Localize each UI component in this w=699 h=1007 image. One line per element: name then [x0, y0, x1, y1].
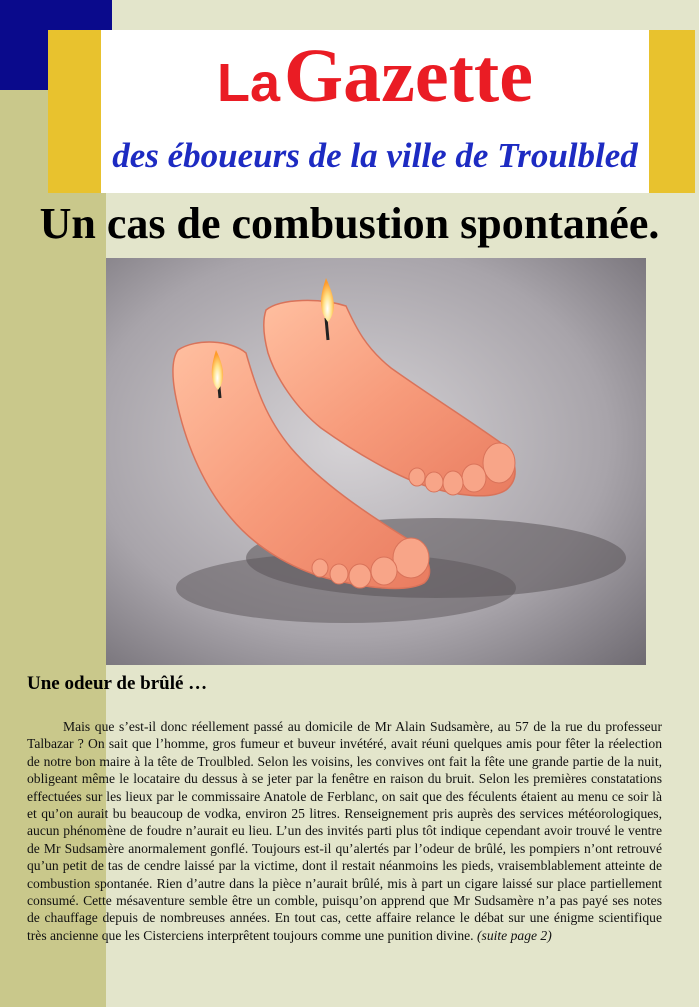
back-foot-toe — [409, 468, 425, 486]
back-foot-toe — [443, 471, 463, 495]
masthead-subtitle: des éboueurs de la ville de Troulbled — [112, 136, 638, 175]
article-body — [27, 718, 662, 944]
masthead — [101, 30, 649, 193]
masthead-title-gazette: Gazette — [284, 34, 533, 118]
front-foot-toe — [371, 557, 397, 585]
front-foot-toe — [312, 559, 328, 577]
back-foot-toe — [462, 464, 486, 492]
masthead-title — [101, 34, 649, 118]
back-foot-toe — [483, 443, 515, 483]
front-foot-toe — [393, 538, 429, 578]
masthead-title-la: La — [217, 53, 281, 113]
front-foot-toe — [330, 564, 348, 584]
continued-note: (suite page 2) — [477, 927, 552, 943]
article-subhead: Une odeur de brûlé … — [27, 673, 208, 694]
back-foot-toe — [425, 472, 443, 492]
article-photo — [106, 258, 646, 665]
article-headline: Un cas de combustion spontanée. — [39, 199, 660, 248]
front-foot-toe — [349, 564, 371, 588]
article-body-text: Mais que s’est-il donc réellement passé au domicile de Mr Alain Sudsamère, au 57 de la rue du professeur Talbazar ? On sait que l’homme, gros fumeur et buveur invétéré, avait réuni quelques amis pour fêter la réelection de notre bon maire à la tête de Troulbled. Selon les voisins, les convives ont fait la fête une grande partie de la nuit, obligeant même le locataire du dessus à se jeter par la fenêtre en raison du bruit. Selon les premières constatations effectuées sur les lieux par le commissaire Anatole de Ferblanc, on sait que des féculents étaient au menu ce soir là et qu’on aurait bu beaucoup de vodka, environ 25 litres. Renseignement pris auprès des services météorologiques, aucun phénomène de foudre n’aurait eu lieu. L’un des invités parti plus tôt indique cependant avoir trouvé le ventre de Mr Sudsamère anormalement gonflé. Toujours est-il qu’alertés par l’odeur de brûlé, les pompiers n’ont retrouvé qu’un petit de tas de cendre laissé par la victime, dont il restait néanmoins les pieds, vraisemblablement atteinte de combustion spontanée. Rien d’autre dans la pièce n’aurait brûlé, mis à part un cigare laissé sur place partiellement consumé. Cette mésaventure semble être un comble, puisqu’on apprend que Mr Sudsamère n’a pas payé ses notes de chauffage depuis de nombreuses années. En tout cas, cette affaire relance le débat sur une énigme scientifique très ancienne que les Cisterciens interprêtent toujours comme une punition divine. — [27, 719, 662, 943]
